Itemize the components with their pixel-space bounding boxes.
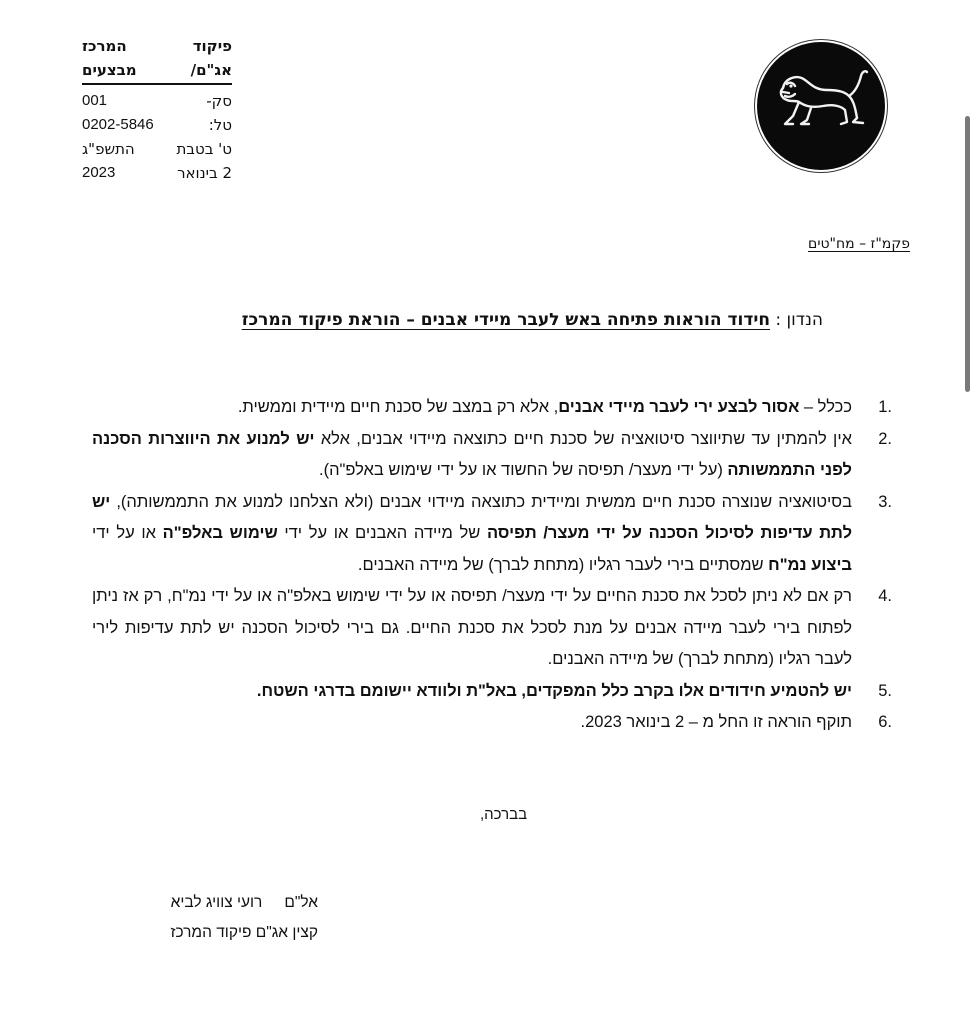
item-text-run: שמסתיים בירי לעבר רגליו (מתחת לברך) של מיידה האבנים. bbox=[357, 555, 769, 574]
item-text-run: (על ידי מעצר/ תפיסה של החשוד או על ידי שימוש באלפ"ה). bbox=[318, 461, 728, 479]
phone-row bbox=[82, 113, 232, 137]
item-text bbox=[92, 707, 852, 739]
closing-greeting: בברכה, bbox=[480, 806, 528, 823]
list-item bbox=[92, 424, 892, 487]
signature-name: רועי צוויג לביא bbox=[170, 894, 263, 911]
list-item bbox=[92, 392, 892, 424]
signature-title: קצין אג"ם פיקוד המרכז bbox=[170, 924, 318, 941]
org-command: פיקוד bbox=[192, 37, 232, 55]
signature-name-line bbox=[138, 888, 318, 918]
item-text-run: רק אם לא ניתן לסכל את סכנת החיים על ידי מעצר/ תפיסה או על ידי שימוש באלפ"ה או על ידי נמ"ח, רק אז ניתן לפתוח בירי לעבר מיידה אבנים על מנת לסכל את סכנת החיים. גם בירי לסיכול הסכנה יש לתת עדיפות לירי לעבר רגליו (מתחת לברך) של מיידה האבנים. bbox=[92, 587, 852, 668]
lion-icon bbox=[771, 66, 871, 138]
reference-value: 001 bbox=[82, 92, 108, 109]
list-item bbox=[92, 487, 892, 582]
subject-title: חידוד הוראות פתיחה באש לעבר מיידי אבנים – הוראת פיקוד המרכז bbox=[241, 310, 770, 330]
item-text bbox=[92, 676, 852, 708]
gregorian-date-row bbox=[82, 161, 232, 185]
org-branch: אג"ם/ bbox=[190, 61, 232, 79]
signature-rank: אל"ם bbox=[284, 894, 318, 911]
item-number: 1. bbox=[878, 398, 892, 416]
lion-emblem-icon bbox=[757, 42, 885, 170]
item-number: 2. bbox=[878, 429, 892, 448]
reference-row bbox=[82, 89, 232, 113]
date-day-month: 2 בינואר bbox=[177, 164, 232, 182]
org-line-2 bbox=[82, 58, 232, 85]
item-text-bold: יש למנוע את היווצרות הסכנה לפני התממשותה bbox=[92, 429, 852, 479]
item-text bbox=[92, 581, 852, 676]
signature-block bbox=[138, 888, 318, 948]
instructions-list bbox=[92, 392, 892, 739]
phone-value: 0202-5846 bbox=[82, 116, 154, 133]
org-line-1 bbox=[82, 34, 232, 58]
list-item bbox=[92, 581, 892, 676]
subject-line bbox=[242, 310, 823, 330]
list-item bbox=[92, 676, 892, 708]
letterhead-block bbox=[82, 34, 232, 185]
org-region: המרכז bbox=[82, 37, 127, 55]
date-year: 2023 bbox=[82, 164, 116, 181]
item-text-bold: שימוש באלפ"ה bbox=[162, 524, 278, 542]
hebrew-date-day: ט' בטבת bbox=[176, 140, 232, 158]
item-text bbox=[92, 392, 852, 424]
vertical-scrollbar[interactable] bbox=[965, 116, 970, 392]
org-section: מבצעים bbox=[82, 61, 137, 79]
item-text-run: של מיידה האבנים או על ידי bbox=[277, 524, 487, 542]
item-number: 5. bbox=[878, 681, 892, 700]
item-text-run: , אלא רק במצב של סכנת חיים מיידית וממשית. bbox=[237, 398, 559, 416]
list-item bbox=[92, 707, 892, 739]
reference-label: סק- bbox=[206, 92, 232, 110]
phone-label: טל: bbox=[208, 116, 232, 134]
item-text-bold: אסור לבצע ירי לעבר מיידי אבנים bbox=[558, 398, 800, 416]
hebrew-date-year: התשפ"ג bbox=[82, 140, 135, 158]
item-text-run: תוקף הוראה זו החל מ – 2 בינואר 2023. bbox=[580, 713, 852, 731]
item-text-run: אין להמתין עד שתיווצר סיטואציה של סכנת חיים כתוצאה מיידוי אבנים, אלא bbox=[314, 429, 852, 448]
item-text-run: או על ידי bbox=[92, 524, 163, 542]
item-text-bold: ביצוע נמ"ח bbox=[768, 555, 852, 574]
item-text-bold: יש לתת עדיפות לסיכול הסכנה על ידי מעצר/ תפיסה bbox=[92, 492, 852, 542]
item-text bbox=[92, 487, 852, 582]
item-number: 3. bbox=[878, 492, 892, 511]
item-number: 6. bbox=[878, 713, 892, 731]
recipients-line: פקמ"ז – מח"טים bbox=[808, 236, 910, 252]
subject-label: הנדון : bbox=[775, 310, 823, 330]
item-text-run: ככלל – bbox=[799, 398, 852, 416]
hebrew-date-row bbox=[82, 137, 232, 161]
item-text-bold: יש להטמיע חידודים אלו בקרב כלל המפקדים, באל"ת ולוודא יישומם בדרגי השטח. bbox=[256, 681, 852, 700]
item-text bbox=[92, 424, 852, 487]
item-text-run: בסיטואציה שנוצרה סכנת חיים ממשית ומיידית כתוצאה מיידוי אבנים (ולא הצלחנו למנוע את התממשותה), bbox=[110, 492, 852, 511]
item-number: 4. bbox=[878, 587, 892, 605]
